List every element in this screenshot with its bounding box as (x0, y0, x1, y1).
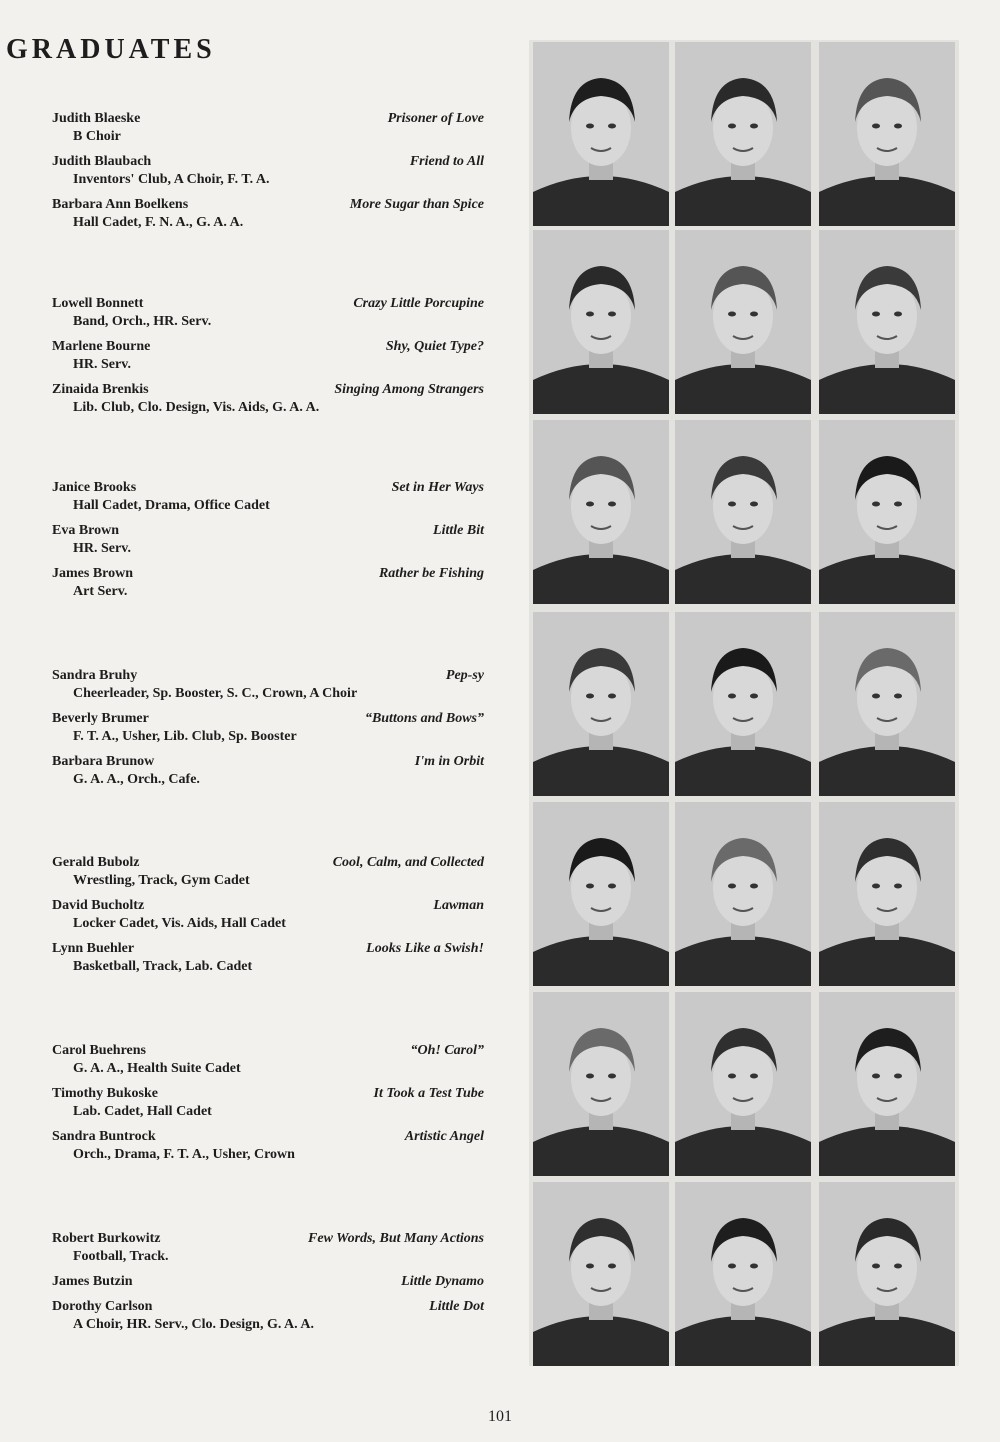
graduate-entry (52, 338, 484, 374)
portrait-image (675, 992, 811, 1176)
graduate-name: Robert Burkowitz (52, 1231, 161, 1246)
graduate-entry (52, 1298, 484, 1334)
page-number: 101 (488, 1408, 512, 1425)
graduate-name: Zinaida Brenkis (52, 382, 149, 397)
graduate-name: Barbara Brunow (52, 754, 155, 769)
graduate-name: David Bucholtz (52, 898, 145, 913)
graduate-portrait (819, 1182, 955, 1366)
graduate-name-row (52, 1298, 484, 1316)
graduate-name-row (52, 1230, 484, 1248)
graduate-portrait (675, 1182, 811, 1366)
graduate-entry (52, 1230, 484, 1266)
graduate-activities: Basketball, Track, Lab. Cadet (73, 959, 253, 974)
graduate-activities: Orch., Drama, F. T. A., Usher, Crown (73, 1147, 295, 1162)
graduate-portrait (819, 42, 955, 226)
graduate-quote: Cool, Calm, and Collected (332, 855, 484, 870)
graduate-group (52, 295, 484, 424)
graduate-activities: G. A. A., Orch., Cafe. (73, 772, 200, 787)
graduate-group (52, 1042, 484, 1171)
portrait-image (819, 1182, 955, 1366)
graduate-entry (52, 565, 484, 601)
graduate-entry (52, 854, 484, 890)
graduate-quote: Little Dot (429, 1299, 484, 1314)
portrait-image (675, 802, 811, 986)
graduate-name: Judith Blaubach (52, 154, 152, 169)
graduate-activities: Hall Cadet, F. N. A., G. A. A. (73, 215, 244, 230)
graduate-quote: Few Words, But Many Actions (308, 1231, 484, 1246)
graduate-portrait (533, 1182, 669, 1366)
graduate-name: Sandra Bruhy (52, 668, 138, 683)
graduate-name-row (52, 1042, 484, 1060)
graduate-group (52, 110, 484, 239)
graduate-portrait (675, 612, 811, 796)
graduate-activities: B Choir (73, 129, 121, 144)
graduate-activities: Wrestling, Track, Gym Cadet (73, 873, 250, 888)
portrait-image (675, 42, 811, 226)
portrait-image (675, 230, 811, 414)
portrait-image (819, 42, 955, 226)
graduate-activities: Cheerleader, Sp. Booster, S. C., Crown, A Choir (73, 686, 358, 701)
graduate-entry (52, 667, 484, 703)
graduate-name: Judith Blaeske (52, 111, 141, 126)
graduate-portrait (675, 230, 811, 414)
portrait-image (533, 802, 669, 986)
graduate-portrait (819, 992, 955, 1176)
page-title: GRADUATES (6, 34, 216, 65)
graduate-quote: Shy, Quiet Type? (385, 339, 484, 354)
graduate-activities: Lib. Club, Clo. Design, Vis. Aids, G. A. A. (73, 400, 320, 415)
portrait-grid (529, 40, 959, 1366)
graduate-quote: Set in Her Ways (391, 480, 484, 495)
graduate-activities: G. A. A., Health Suite Cadet (73, 1061, 241, 1076)
graduate-entry (52, 295, 484, 331)
graduate-portrait (819, 612, 955, 796)
graduate-name: Lowell Bonnett (52, 296, 144, 311)
graduate-name-row (52, 295, 484, 313)
graduate-name-row (52, 710, 484, 728)
graduate-quote: Little Bit (433, 523, 484, 538)
graduate-portrait (675, 42, 811, 226)
graduate-name-row (52, 854, 484, 872)
graduate-quote: Rather be Fishing (378, 566, 484, 581)
graduate-entry (52, 522, 484, 558)
graduate-entry (52, 153, 484, 189)
graduate-name-row (52, 522, 484, 540)
portrait-image (675, 420, 811, 604)
graduate-group (52, 854, 484, 983)
graduate-activities: HR. Serv. (73, 541, 131, 556)
graduate-activities: Art Serv. (73, 584, 128, 599)
graduate-name: Beverly Brumer (52, 711, 149, 726)
graduate-quote: Pep-sy (445, 668, 484, 683)
graduate-name-row (52, 338, 484, 356)
graduate-name: Timothy Bukoske (52, 1086, 158, 1101)
graduate-entry (52, 1128, 484, 1164)
graduate-name: Eva Brown (52, 523, 120, 538)
graduate-entry (52, 753, 484, 789)
graduate-entry (52, 196, 484, 232)
graduate-quote: Friend to All (409, 154, 484, 169)
graduate-name: Lynn Buehler (52, 941, 135, 956)
graduate-quote: Lawman (433, 898, 484, 913)
graduate-name: Dorothy Carlson (52, 1299, 153, 1314)
graduate-name-row (52, 1128, 484, 1146)
graduate-portrait (819, 420, 955, 604)
portrait-image (533, 612, 669, 796)
graduate-name-row (52, 1273, 484, 1291)
graduate-group (52, 1230, 484, 1341)
graduate-entry (52, 1085, 484, 1121)
portrait-image (533, 992, 669, 1176)
graduate-quote: It Took a Test Tube (373, 1086, 484, 1101)
graduate-portrait (819, 230, 955, 414)
graduate-portrait (533, 42, 669, 226)
graduate-portrait (675, 420, 811, 604)
graduate-entry (52, 479, 484, 515)
graduate-name-row (52, 153, 484, 171)
portrait-image (533, 1182, 669, 1366)
graduate-name: Janice Brooks (52, 480, 137, 495)
graduate-activities: Hall Cadet, Drama, Office Cadet (73, 498, 270, 513)
graduate-quote: Looks Like a Swish! (366, 941, 484, 956)
graduate-entry (52, 940, 484, 976)
graduate-quote: Crazy Little Porcupine (353, 296, 484, 311)
portrait-image (533, 42, 669, 226)
graduate-name: Barbara Ann Boelkens (52, 197, 189, 212)
graduate-quote: Artistic Angel (404, 1129, 484, 1144)
graduate-entry (52, 897, 484, 933)
graduate-group (52, 667, 484, 796)
graduate-activities: F. T. A., Usher, Lib. Club, Sp. Booster (73, 729, 297, 744)
graduate-name-row (52, 897, 484, 915)
graduate-portrait (533, 612, 669, 796)
graduate-activities: HR. Serv. (73, 357, 131, 372)
graduate-quote: Prisoner of Love (387, 111, 484, 126)
graduate-activities: Inventors' Club, A Choir, F. T. A. (73, 172, 270, 187)
graduate-portrait (533, 802, 669, 986)
graduate-portrait (533, 420, 669, 604)
graduate-entry (52, 1042, 484, 1078)
portrait-image (819, 992, 955, 1176)
portrait-image (819, 420, 955, 604)
portrait-image (819, 612, 955, 796)
graduate-quote: Little Dynamo (401, 1274, 484, 1289)
graduate-entry (52, 381, 484, 417)
graduate-portrait (675, 992, 811, 1176)
graduate-name-row (52, 667, 484, 685)
graduate-quote: “Oh! Carol” (410, 1043, 484, 1058)
graduate-activities: Locker Cadet, Vis. Aids, Hall Cadet (73, 916, 286, 931)
graduate-name: Sandra Buntrock (52, 1129, 156, 1144)
graduate-activities: Band, Orch., HR. Serv. (73, 314, 212, 329)
graduate-entry (52, 710, 484, 746)
graduate-name-row (52, 479, 484, 497)
graduate-name-row (52, 940, 484, 958)
graduate-quote: Singing Among Strangers (334, 382, 484, 397)
graduate-entry (52, 1273, 484, 1291)
graduate-activities: Football, Track. (73, 1249, 169, 1264)
portrait-image (675, 1182, 811, 1366)
portrait-image (533, 420, 669, 604)
graduate-activities: A Choir, HR. Serv., Clo. Design, G. A. A. (73, 1317, 315, 1332)
graduate-portrait (819, 802, 955, 986)
portrait-image (675, 612, 811, 796)
graduate-name: Marlene Bourne (52, 339, 151, 354)
graduate-name-row (52, 1085, 484, 1103)
graduate-quote: “Buttons and Bows” (364, 711, 484, 726)
graduate-name: Carol Buehrens (52, 1043, 146, 1058)
portrait-image (819, 230, 955, 414)
graduate-name-row (52, 110, 484, 128)
graduate-quote: More Sugar than Spice (349, 197, 484, 212)
graduate-name-row (52, 196, 484, 214)
graduate-group (52, 479, 484, 608)
graduate-activities: Lab. Cadet, Hall Cadet (73, 1104, 212, 1119)
graduate-portrait (533, 992, 669, 1176)
graduate-entry (52, 110, 484, 146)
graduate-name: James Butzin (52, 1274, 133, 1289)
graduate-quote: I'm in Orbit (414, 754, 484, 769)
graduate-name-row (52, 381, 484, 399)
graduate-name-row (52, 753, 484, 771)
portrait-image (533, 230, 669, 414)
graduate-portrait (675, 802, 811, 986)
graduate-name-row (52, 565, 484, 583)
graduate-name: James Brown (52, 566, 134, 581)
portrait-image (819, 802, 955, 986)
graduate-name: Gerald Bubolz (52, 855, 140, 870)
graduate-portrait (533, 230, 669, 414)
